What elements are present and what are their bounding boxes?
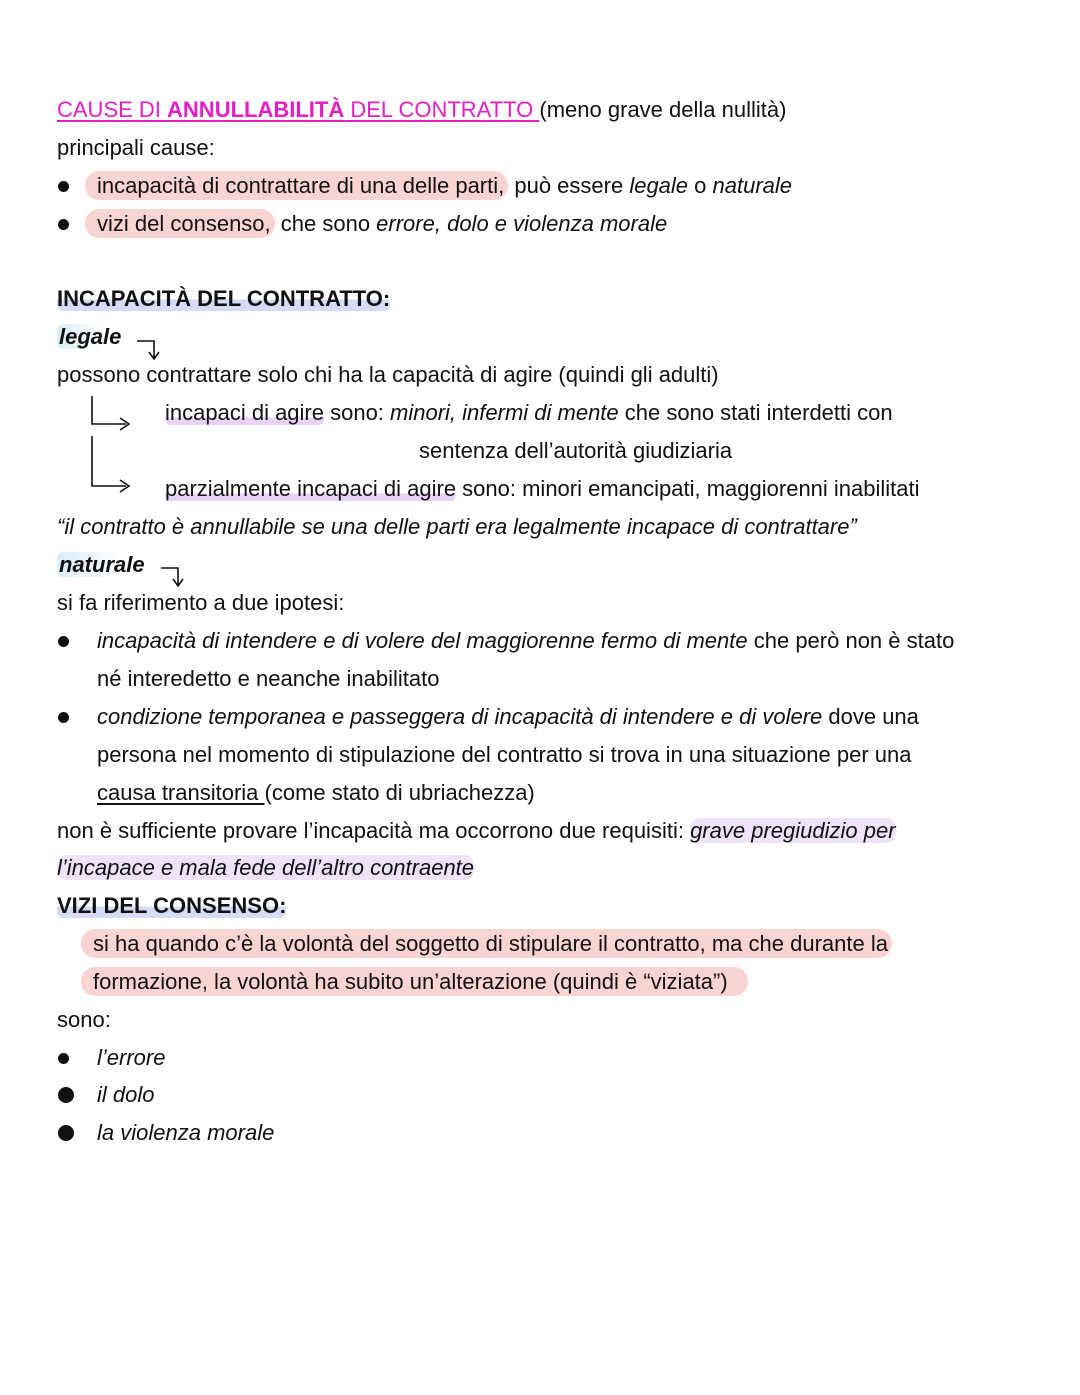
requirements-text bbox=[57, 817, 896, 845]
text: naturale bbox=[712, 173, 793, 198]
text: (come stato di ubriachezza) bbox=[264, 780, 535, 805]
highlight: si ha quando c’è la volontà del soggetto di stipulare il contratto, ma che durante la bbox=[81, 929, 892, 958]
legale-text: possono contrattare solo chi ha la capacità di agire (quindi gli adulti) bbox=[57, 362, 719, 387]
vizi-text bbox=[93, 930, 892, 958]
turn-down-arrow-icon bbox=[160, 563, 186, 589]
bullet-icon bbox=[58, 181, 69, 192]
bullet-icon bbox=[58, 636, 69, 647]
text: legale bbox=[629, 173, 689, 198]
text: che sono bbox=[274, 211, 377, 236]
branch-arrows-icon bbox=[88, 394, 138, 498]
naturale-item-cont: né interedetto e neanche inabilitato bbox=[97, 666, 440, 691]
highlight: formazione, la volontà ha subito un’alterazione (quindi è “viziata”) bbox=[81, 967, 748, 996]
title-note: (meno grave della nullità) bbox=[539, 97, 787, 122]
text: che sono stati interdetti con bbox=[618, 400, 893, 425]
quote: “il contratto è annullabile se una delle parti era legalmente incapace di contrattare” bbox=[57, 514, 857, 539]
turn-down-arrow-icon bbox=[136, 336, 162, 362]
naturale-item bbox=[97, 627, 954, 655]
naturale-item-cont: persona nel momento di stipulazione del contratto si trova in una situazione per una bbox=[97, 742, 912, 767]
vizi-item: l’errore bbox=[97, 1045, 166, 1070]
highlight: vizi del consenso, bbox=[85, 209, 275, 238]
text: condizione temporanea e passeggera di incapacità di intendere e di volere bbox=[97, 704, 823, 729]
heading-text: VIZI DEL CONSENSO: bbox=[57, 893, 287, 918]
highlight: parzialmente incapaci di agire bbox=[165, 476, 457, 501]
text: incapacità di intendere e di volere del maggiorenne fermo di mente bbox=[97, 628, 748, 653]
bullet-icon bbox=[58, 1125, 74, 1141]
vizi-sono: sono: bbox=[57, 1007, 111, 1032]
text: dove una bbox=[822, 704, 919, 729]
legale-sub-1 bbox=[165, 399, 893, 427]
cause-item bbox=[97, 210, 667, 238]
text: sono: bbox=[323, 400, 391, 425]
vizi-item: il dolo bbox=[97, 1082, 155, 1107]
section-heading-incapacita bbox=[57, 285, 390, 313]
text: minori, infermi di mente bbox=[390, 400, 619, 425]
highlight: grave pregiudizio per bbox=[690, 818, 896, 843]
label: naturale bbox=[59, 552, 145, 577]
highlight: l’incapace e mala fede dell’altro contraente bbox=[57, 855, 475, 880]
naturale-item bbox=[97, 703, 919, 731]
title-link: CAUSE DI ANNULLABILITÀ DEL CONTRATTO bbox=[57, 97, 540, 122]
text: può essere bbox=[508, 173, 630, 198]
highlight: incapaci di agire bbox=[165, 400, 324, 425]
text: causa transitoria bbox=[97, 780, 265, 805]
legale-sub-1-cont: sentenza dell’autorità giudiziaria bbox=[419, 438, 733, 463]
vizi-item: la violenza morale bbox=[97, 1120, 275, 1145]
label: legale bbox=[59, 324, 122, 349]
vizi-text bbox=[93, 968, 748, 996]
subheading-legale bbox=[57, 323, 123, 351]
text: o bbox=[688, 173, 713, 198]
requirements-cont bbox=[57, 854, 474, 882]
bullet-icon bbox=[58, 1053, 69, 1064]
subheading-naturale bbox=[57, 551, 147, 579]
text: sono: minori emancipati, maggiorenni inabilitati bbox=[456, 476, 920, 501]
naturale-text: si fa riferimento a due ipotesi: bbox=[57, 590, 345, 615]
cause-item bbox=[97, 172, 792, 200]
highlight: incapacità di contrattare di una delle parti, bbox=[85, 171, 508, 200]
bullet-icon bbox=[58, 219, 69, 230]
heading-text: INCAPACITÀ DEL CONTRATTO: bbox=[57, 286, 391, 311]
text: non è sufficiente provare l’incapacità ma occorrono due requisiti: bbox=[57, 818, 691, 843]
intro-text: principali cause: bbox=[57, 135, 215, 160]
text: errore, dolo e violenza morale bbox=[376, 211, 668, 236]
naturale-item-cont bbox=[97, 779, 535, 807]
bullet-icon bbox=[58, 712, 69, 723]
bullet-icon bbox=[58, 1087, 74, 1103]
text: che però non è stato bbox=[747, 628, 955, 653]
page-title bbox=[57, 96, 786, 124]
section-heading-vizi bbox=[57, 892, 286, 920]
legale-sub-2 bbox=[165, 475, 920, 503]
